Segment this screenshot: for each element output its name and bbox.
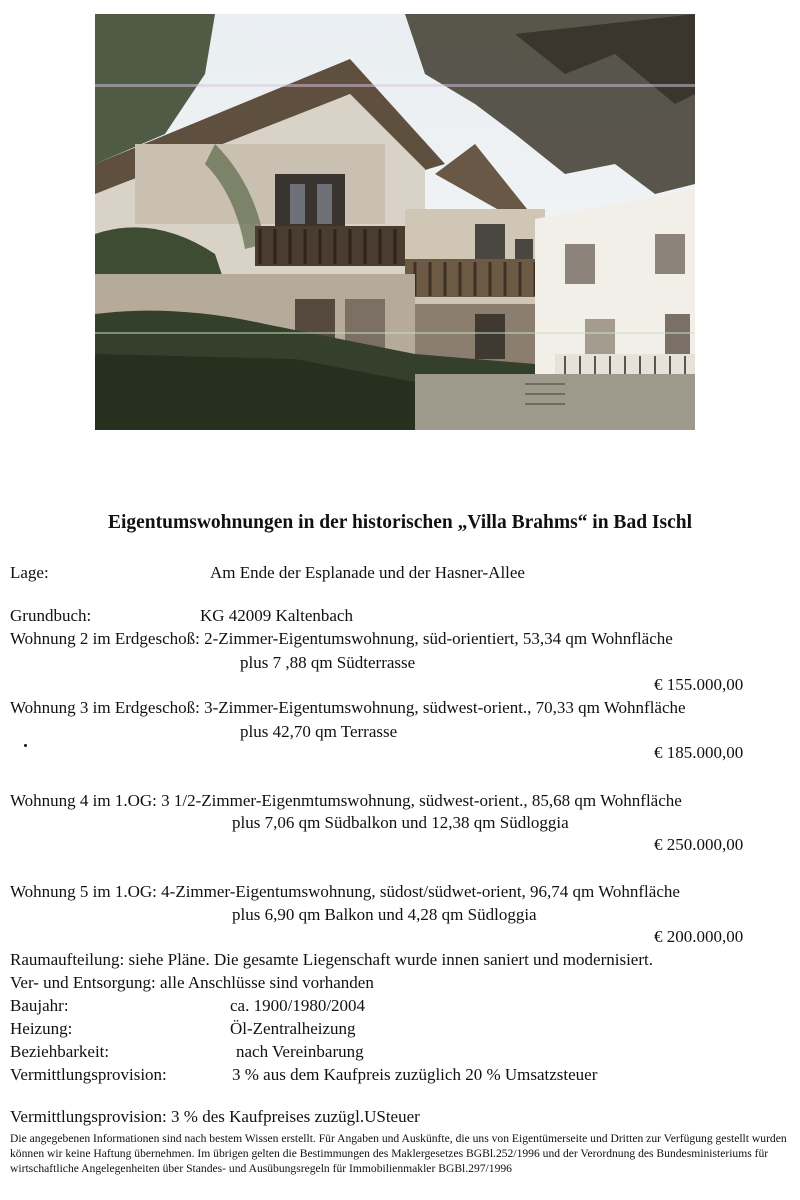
- lage-label: Lage:: [10, 563, 49, 582]
- raumaufteilung-text: Raumaufteilung: siehe Pläne. Die gesamte Liegenschaft wurde innen saniert und modernisiert.: [10, 950, 653, 969]
- unit-3-heading: Wohnung 3 im Erdgeschoß: 3-Zimmer-Eigentumswohnung, südwest-orient., 70,33 qm Wohnfläche: [10, 698, 686, 717]
- unit-5-price: € 200.000,00: [654, 927, 744, 946]
- grundbuch-label: Grundbuch:: [10, 606, 92, 625]
- unit-2-price: € 155.000,00: [654, 675, 744, 694]
- provision-value: 3 % aus dem Kaufpreis zuzüglich 20 % Umsatzsteuer: [232, 1065, 598, 1084]
- grundbuch-value: KG 42009 Kaltenbach: [200, 606, 353, 625]
- unit-4-heading: Wohnung 4 im 1.OG: 3 1/2-Zimmer-Eigenmtumswohnung, südwest-orient., 85,68 qm Wohnfläche: [10, 791, 682, 810]
- versorgung-text: Ver- und Entsorgung: alle Anschlüsse sind vorhanden: [10, 973, 374, 992]
- villa-photo: [95, 14, 695, 430]
- provision-label: Vermittlungsprovision:: [10, 1065, 167, 1084]
- unit-2-extra: plus 7 ,88 qm Südterrasse: [240, 653, 416, 672]
- beziehbarkeit-value: nach Vereinbarung: [236, 1042, 364, 1061]
- unit-5-extra: plus 6,90 qm Balkon und 4,28 qm Südloggia: [232, 905, 537, 924]
- beziehbarkeit-label: Beziehbarkeit:: [10, 1042, 110, 1061]
- baujahr-value: ca. 1900/1980/2004: [230, 996, 366, 1015]
- unit-4-extra: plus 7,06 qm Südbalkon und 12,38 qm Südloggia: [232, 813, 569, 832]
- unit-3-price: € 185.000,00: [654, 743, 744, 762]
- provision-note: Vermittlungsprovision: 3 % des Kaufpreises zuzügl.USteuer: [10, 1107, 420, 1126]
- lage-value: Am Ende der Esplanade und der Hasner-Allee: [210, 563, 525, 582]
- baujahr-label: Baujahr:: [10, 996, 69, 1015]
- disclaimer: Die angegebenen Informationen sind nach bestem Wissen erstellt. Für Angaben und Auskünfte, die uns von Eigentümerseite und Dritten zur Verfügung gestellt wurden können wir keine Haftung übernehmen. Im übrigen gelten die Bestimmungen des Maklergesetzes BGBl.252/1996 und der Verordnung des Bundesministeriums für wirtschaftliche Angelegenheiten über Standes- und Ausübungsregeln für Immobilienmakler BGBl.297/1996: [10, 1132, 787, 1175]
- unit-2-heading: Wohnung 2 im Erdgeschoß: 2-Zimmer-Eigentumswohnung, süd-orientiert, 53,34 qm Wohnfläche: [10, 629, 673, 648]
- heizung-label: Heizung:: [10, 1019, 73, 1038]
- heizung-value: Öl-Zentralheizung: [230, 1019, 356, 1038]
- unit-3-extra: plus 42,70 qm Terrasse: [240, 722, 398, 741]
- page-title: Eigentumswohnungen in der historischen „Villa Brahms“ in Bad Ischl: [107, 512, 693, 533]
- unit-4-price: € 250.000,00: [654, 835, 744, 854]
- unit-5-heading: Wohnung 5 im 1.OG: 4-Zimmer-Eigentumswohnung, südost/südwet-orient, 96,74 qm Wohnfläche: [10, 882, 680, 901]
- stray-dot: [24, 744, 27, 747]
